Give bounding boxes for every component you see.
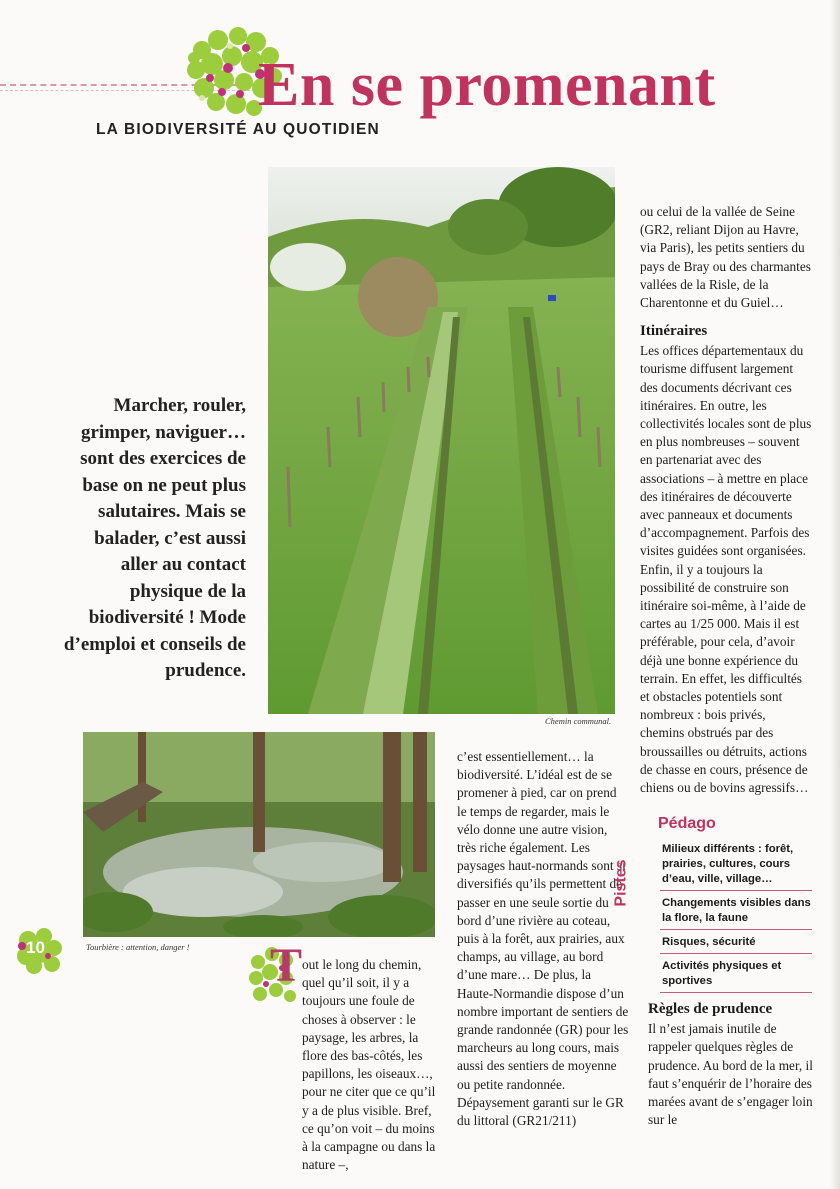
peat-bog-photo xyxy=(83,732,435,937)
body-column-middle: c’est essentiellement… la biodiversité. L’idéal est de se promener à pied, car on prend le temps de regarder, mais le vélo donne une autre vision, très riche également. Les paysages haut-normands sont si diversifiés qu’ils permettent de passer en une seule sortie du bord d’une rivière au coteau, puis à la forêt, aux prairies, aux champs, au village, au bord d’une mare… De plus, la Haute-Normandie dispose d’un nombre important de sentiers de grande randonnée (GR) pour les marcheurs au long cours, mais aussi des sentiers de moyenne ou petite randonnée. Dépaysement garanti sur le GR du littoral (GR21/211) xyxy=(457,749,629,1129)
pedago-list xyxy=(660,841,812,997)
regles-text: Il n’est jamais inutile de rappeler quelques règles de prudence. Au bord de la mer, il faut s’enquérir de l’horaire des marées avant de s’engager loin sur le xyxy=(648,1021,813,1128)
body-column-left xyxy=(256,956,442,1174)
body-column-right-top: ou celui de la vallée de Seine (GR2, reliant Dijon au Havre, via Paris), les petits sentiers du pays de Bray ou des charmantes vallées de la Risle, de la Charentonne et du Guiel… xyxy=(640,204,811,311)
intro-text: Marcher, rouler, grimper, naviguer… sont des exercices de base on ne peut plus salutaires. Mais se balader, c’est aussi aller au contact physique de la biodiversité ! Mode d’emploi et conseils de prudence. xyxy=(63,395,246,681)
itineraires-text: Les offices départementaux du tourisme diffusent largement des documents décrivant ces itinéraires. En outre, les collectivités locales sont de plus en plus nombreuses – souvent en partenariat avec des associations – à mettre en place des itinéraires de découverte avec panneaux et documents d’accompagnement. Parfois des visites guidées sont organisées. Enfin, il y a toujours la possibilité de construire son itinéraire soi-même, à l’aide de cartes au 1/25 000. Mais il est préférable, pour cela, d’avoir déjà une bonne expérience du terrain. En effet, les difficultés et obstacles potentiels sont nombreux : bois privés, chemins obstrués par des broussailles ou détruits, actions de chasse en cours, présence de chiens ou de bovins agressifs… xyxy=(640,343,812,796)
regles-heading: Règles de prudence xyxy=(648,1001,773,1017)
photo-caption-bog: Tourbière : attention, danger ! xyxy=(86,942,190,952)
pedago-item: Risques, sécurité xyxy=(660,934,812,954)
pistes-label: Pistes xyxy=(612,859,630,907)
itineraires-heading: Itinéraires xyxy=(640,323,708,339)
country-path-photo xyxy=(268,167,615,714)
pedago-item: Changements visibles dans la flore, la faune xyxy=(660,895,812,930)
itineraires-section xyxy=(640,322,812,797)
pistes-side-label xyxy=(612,846,648,926)
pedago-title: Pédago xyxy=(658,815,716,832)
page-edge-shadow xyxy=(830,0,840,1189)
pedago-item: Activités physiques et sportives xyxy=(660,958,812,993)
pedago-item: Milieux différents : forêt, prairies, cultures, cours d’eau, ville, village… xyxy=(660,841,812,891)
page-title: En se promenant xyxy=(258,51,716,119)
dropcap-letter: T xyxy=(270,939,303,992)
photo-caption-path: Chemin communal. xyxy=(545,716,612,726)
page-number-badge xyxy=(14,926,64,976)
section-subtitle: LA BIODIVERSITÉ AU QUOTIDIEN xyxy=(96,121,380,138)
body-column-left-text: out le long du chemin, quel qu’il soit, il y a toujours une foule de choses à observer : le paysage, les arbres, la flore des bas-côtés, les papillons, les oiseaux…, pour ne citer que ce qu’il y a de plus visible. Bref, ce qu’on voit – du moins à la campagne ou dans la nature –, xyxy=(302,957,436,1173)
regles-section xyxy=(648,1000,820,1129)
page-number-label: 10 xyxy=(26,938,45,957)
